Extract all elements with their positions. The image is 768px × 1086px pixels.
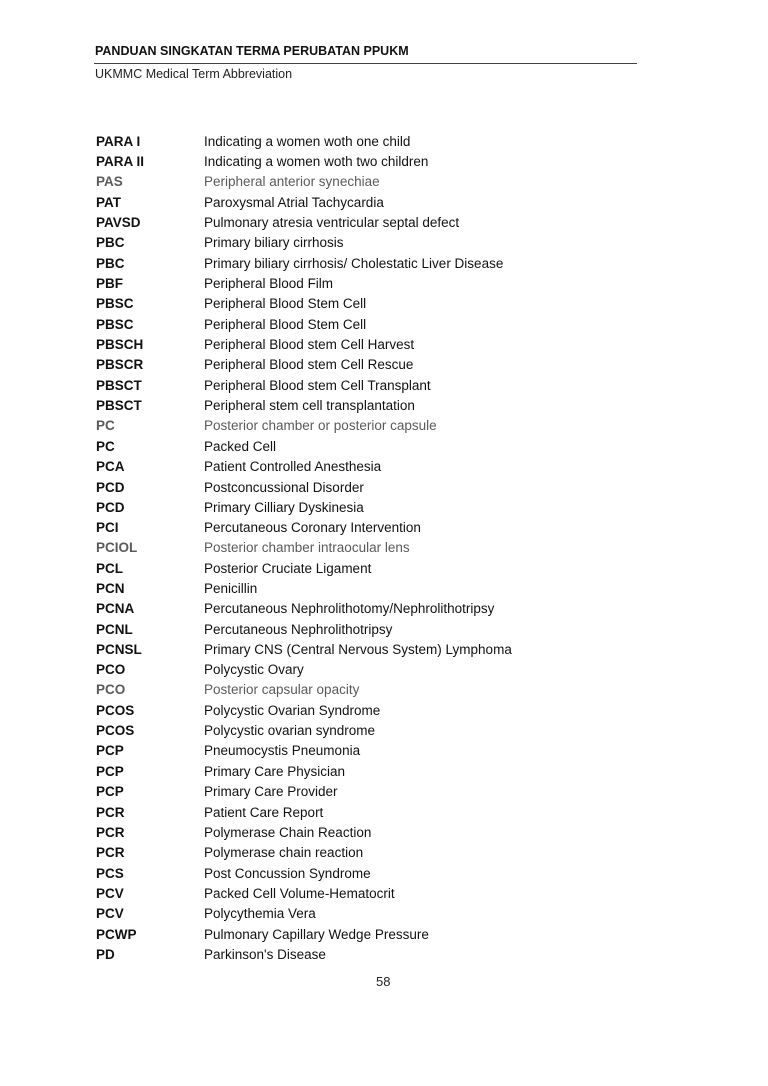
abbreviation-term: PCOS	[96, 723, 135, 738]
abbreviation-term: PAT	[96, 195, 121, 210]
abbreviation-meaning: Paroxysmal Atrial Tachycardia	[204, 195, 384, 210]
abbreviation-meaning: Indicating a women woth two children	[204, 154, 429, 169]
abbreviation-term: PD	[96, 947, 115, 962]
abbreviation-meaning: Percutaneous Nephrolithotomy/Nephrolithotripsy	[204, 601, 495, 616]
abbreviation-term: PCS	[96, 866, 124, 881]
abbreviation-term: PCD	[96, 480, 125, 495]
abbreviation-meaning: Pulmonary Capillary Wedge Pressure	[204, 927, 429, 942]
abbreviation-term: PBSC	[96, 317, 134, 332]
abbreviation-term: PARA I	[96, 134, 141, 149]
abbreviation-meaning: Peripheral stem cell transplantation	[204, 398, 415, 413]
abbreviation-term: PCL	[96, 561, 123, 576]
abbreviation-meaning: Peripheral Blood stem Cell Harvest	[204, 337, 415, 352]
abbreviation-term: PAVSD	[96, 215, 141, 230]
abbreviation-term: PCNA	[96, 601, 135, 616]
abbreviation-meaning: Indicating a women woth one child	[204, 134, 411, 149]
abbreviation-term: PCO	[96, 682, 126, 697]
abbreviation-meaning: Polymerase Chain Reaction	[204, 825, 372, 840]
abbreviation-meaning: Posterior capsular opacity	[204, 682, 360, 697]
abbreviation-meaning: Primary Care Provider	[204, 784, 338, 799]
abbreviation-term: PBSC	[96, 296, 134, 311]
abbreviation-meaning: Peripheral Blood Stem Cell	[204, 317, 367, 332]
abbreviation-meaning: Percutaneous Coronary Intervention	[204, 520, 421, 535]
abbreviation-meaning: Peripheral Blood Stem Cell	[204, 296, 367, 311]
abbreviation-term: PCP	[96, 784, 124, 799]
abbreviation-meaning: Peripheral anterior synechiae	[204, 174, 380, 189]
abbreviation-term: PCV	[96, 886, 124, 901]
abbreviation-meaning: Primary biliary cirrhosis	[204, 235, 344, 250]
abbreviation-term: PBF	[96, 276, 123, 291]
abbreviation-meaning: Polycystic Ovary	[204, 662, 304, 677]
abbreviation-meaning: Pulmonary atresia ventricular septal defect	[204, 215, 460, 230]
abbreviation-meaning: Primary Care Physician	[204, 764, 346, 779]
abbreviation-meaning: Percutaneous Nephrolithotripsy	[204, 622, 393, 637]
abbreviation-term: PBSCT	[96, 378, 142, 393]
abbreviation-term: PCI	[96, 520, 119, 535]
abbreviation-meaning: Primary Cilliary Dyskinesia	[204, 500, 364, 515]
abbreviation-term: PCNL	[96, 622, 133, 637]
abbreviation-term: PC	[96, 418, 115, 433]
abbreviation-term: PBC	[96, 235, 125, 250]
abbreviation-meaning: Polycystic ovarian syndrome	[204, 723, 376, 738]
abbreviation-term: PCOS	[96, 703, 135, 718]
abbreviation-term: PBSCR	[96, 357, 144, 372]
abbreviation-term: PCP	[96, 743, 124, 758]
document-header-title: PANDUAN SINGKATAN TERMA PERUBATAN PPUKM	[95, 44, 409, 58]
abbreviation-meaning: Posterior Cruciate Ligament	[204, 561, 372, 576]
abbreviation-term: PCN	[96, 581, 125, 596]
abbreviation-term: PCWP	[96, 927, 137, 942]
abbreviation-term: PBSCT	[96, 398, 142, 413]
header-divider	[94, 63, 637, 64]
abbreviation-term: PBC	[96, 256, 125, 271]
abbreviation-term: PCO	[96, 662, 126, 677]
abbreviation-meaning: Patient Controlled Anesthesia	[204, 459, 382, 474]
abbreviation-term: PCIOL	[96, 540, 138, 555]
abbreviation-meaning: Patient Care Report	[204, 805, 324, 820]
abbreviation-meaning: Peripheral Blood stem Cell Rescue	[204, 357, 414, 372]
abbreviation-term: PCR	[96, 845, 125, 860]
abbreviation-meaning: Pneumocystis Pneumonia	[204, 743, 361, 758]
abbreviation-term: PCV	[96, 906, 124, 921]
abbreviation-term: PCD	[96, 500, 125, 515]
abbreviation-meaning: Penicillin	[204, 581, 258, 596]
abbreviation-meaning: Peripheral Blood stem Cell Transplant	[204, 378, 431, 393]
abbreviation-term: PBSCH	[96, 337, 144, 352]
abbreviation-meaning: Parkinson's Disease	[204, 947, 326, 962]
document-header-subtitle: UKMMC Medical Term Abbreviation	[95, 67, 293, 81]
abbreviation-meaning: Post Concussion Syndrome	[204, 866, 371, 881]
abbreviation-meaning: Polycystic Ovarian Syndrome	[204, 703, 381, 718]
abbreviation-meaning: Posterior chamber intraocular lens	[204, 540, 410, 555]
abbreviation-term: PCR	[96, 805, 125, 820]
page-number: 58	[376, 974, 391, 989]
abbreviation-meaning: Polycythemia Vera	[204, 906, 316, 921]
abbreviation-meaning: Posterior chamber or posterior capsule	[204, 418, 437, 433]
abbreviation-term: PCR	[96, 825, 125, 840]
abbreviation-meaning: Primary biliary cirrhosis/ Cholestatic Liver Disease	[204, 256, 504, 271]
abbreviation-term: PARA II	[96, 154, 145, 169]
abbreviation-term: PCA	[96, 459, 125, 474]
abbreviation-meaning: Packed Cell	[204, 439, 277, 454]
abbreviation-term: PCNSL	[96, 642, 142, 657]
abbreviation-meaning: Postconcussional Disorder	[204, 480, 364, 495]
abbreviation-meaning: Primary CNS (Central Nervous System) Lymphoma	[204, 642, 512, 657]
abbreviation-term: PAS	[96, 174, 123, 189]
abbreviation-term: PC	[96, 439, 115, 454]
abbreviation-meaning: Peripheral Blood Film	[204, 276, 334, 291]
abbreviation-term: PCP	[96, 764, 124, 779]
abbreviation-meaning: Polymerase chain reaction	[204, 845, 364, 860]
abbreviation-meaning: Packed Cell Volume-Hematocrit	[204, 886, 395, 901]
